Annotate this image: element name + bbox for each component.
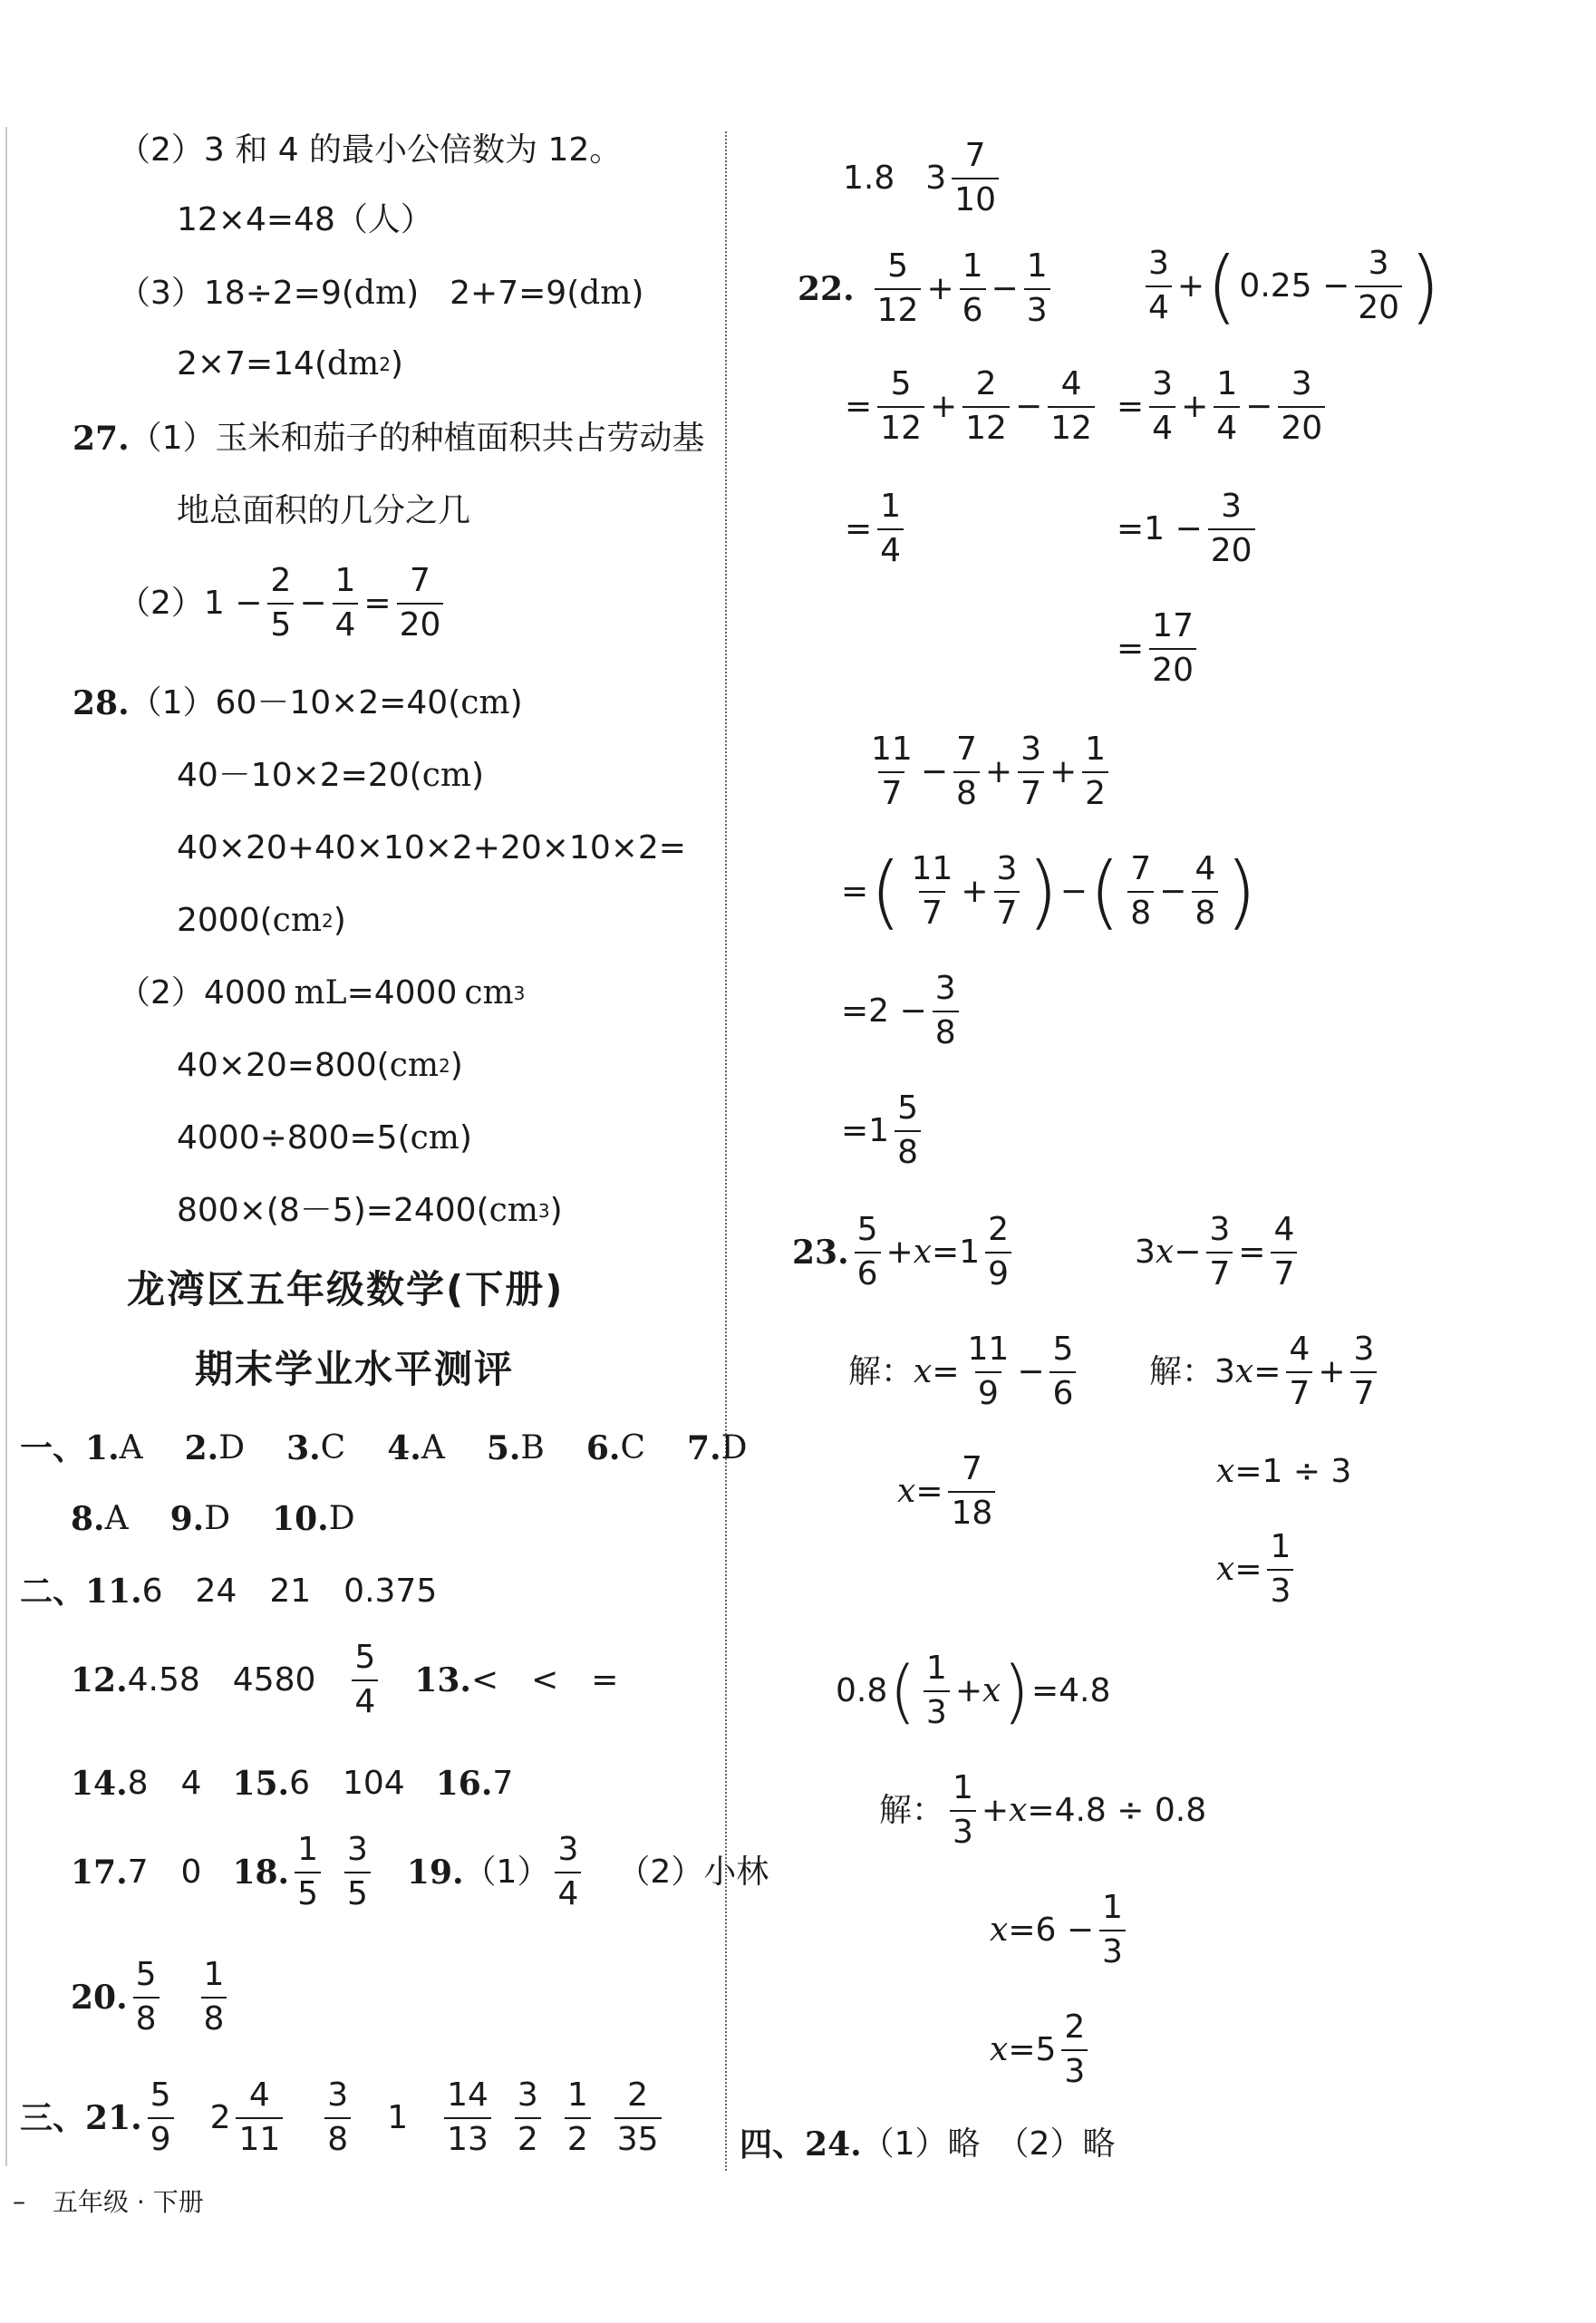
section1-row1: 一、 1. A 2. D 3. C 4. A 5. B 6. C 7. D (20, 1432, 788, 1465)
q28-part2-b: 40×20=800 ( cm 2 ) (177, 1047, 463, 1084)
q26-part3: （3） 18÷2=9 ( dm ) 2+7=9 ( dm ) (118, 275, 644, 312)
mc-answer-item (387, 1429, 445, 1467)
q26-part2: （2）3 和 4 的最小公倍数为 12。 (118, 131, 623, 169)
q22-b-line2: = $\frac{3}{4}$ + $\frac{1}{4}$ − $\frac{3}{20}$ (1117, 367, 1330, 447)
q28-part2-d: 800×(8－5)=2400 ( cm 3 ) (177, 1192, 563, 1229)
mc-answer-letter: D (218, 1429, 246, 1466)
q23-c-line1: 0.8 ( $\frac{1}{3}$ + x ) =4.8 (836, 1650, 1111, 1731)
q11-line: 二、 11. 6 24 21 0.375 (20, 1573, 438, 1611)
page-footer (13, 2183, 204, 2219)
q23-b-line2: 解： 3 x = $\frac{4}{7}$ + $\frac{3}{7}$ (1149, 1332, 1382, 1412)
mc-question-number: 6. (585, 1429, 621, 1467)
q23-a-line3: x = $\frac{7}{18}$ (897, 1452, 1001, 1532)
mc-answer-item (687, 1429, 748, 1467)
mc-question-number: 3. (286, 1429, 321, 1467)
mc-question-number: 7. (687, 1429, 721, 1467)
q27-part1-cont: 地总面积的几分之几 (177, 492, 471, 529)
r-top-answers: 1.8 3 $\frac{7}{10}$ (843, 139, 1004, 218)
q22-a-line3: = $\frac{1}{4}$ (845, 489, 909, 569)
q22-b-line3: =1 − $\frac{3}{20}$ (1117, 489, 1261, 569)
mc-question-number: 1. (85, 1429, 120, 1467)
q23-b-line3: x =1 ÷ 3 (1216, 1453, 1352, 1490)
q23-c-line4: x =5 $\frac{2}{3}$ (990, 2010, 1093, 2090)
q22-a-line2: = $\frac{5}{12}$ + $\frac{2}{12}$ − $\frac{4}{12}$ (845, 367, 1100, 447)
q26-area: 2×7=14 ( dm 2 ) (177, 345, 403, 382)
q27-part1: 27. （1）玉米和茄子的种植面积共占劳动基 (73, 420, 705, 458)
q20-line: 20. $\frac{5}{8}$ $\frac{1}{8}$ (71, 1958, 232, 2037)
q28-part1-d: 2000 ( cm 2 ) (177, 902, 346, 939)
mc-answer-letter: A (421, 1429, 445, 1466)
mc-answer-letter: A (104, 1500, 129, 1537)
q22-c-line1: $\frac{11}{7}$ − $\frac{7}{8}$ + $\frac{3}{7}$ + $\frac{1}{2}$ (863, 732, 1114, 812)
mc-answer-item (585, 1429, 646, 1467)
q22-a-line1: 22. $\frac{5}{12}$ + $\frac{1}{6}$ − $\frac{1}{3}$ (798, 249, 1056, 329)
q12-q13-line: 12. 4.58 4580 $\frac{5}{4}$ 13. < < = (71, 1639, 619, 1720)
footer-dash: – (13, 2185, 25, 2216)
mc-answer-item (184, 1429, 246, 1467)
q23-c-line3: x =6 − $\frac{1}{3}$ (990, 1891, 1131, 1970)
page-edge-line (5, 127, 7, 2166)
mc-answer-item (286, 1429, 346, 1467)
mc-question-number: 2. (184, 1429, 219, 1467)
mc-answer-item (486, 1429, 545, 1467)
mc-answer-letter: C (620, 1429, 646, 1466)
mc-question-number: 4. (387, 1429, 421, 1467)
q22-b-line1: $\frac{3}{4}$ + ( 0.25 − $\frac{3}{20}$ ) (1140, 247, 1442, 326)
q17-q19-line: 17. 7 0 18. $\frac{1}{5}$ $\frac{3}{5}$ 19. （1） $\frac{3}{4}$ （2）小林 (71, 1831, 769, 1912)
q24-line: 四、 24. （1）略 （2）略 (740, 2125, 1116, 2163)
q22-b-line4: = $\frac{17}{20}$ (1117, 609, 1202, 689)
q27-part2: （2） 1 − $\frac{2}{5}$ − $\frac{1}{4}$ = $\frac{7}{20}$ (118, 564, 449, 644)
q23-a-line1: 23. $\frac{5}{6}$ + x =1 $\frac{2}{9}$ (792, 1213, 1017, 1292)
mc-answer-letter: B (520, 1429, 545, 1466)
q26-calc: 12×4=48（人） (177, 201, 433, 238)
mc-answer-item (71, 1500, 129, 1538)
mc-answer-letter: D (204, 1500, 231, 1537)
mc-answer-letter: D (721, 1429, 748, 1466)
q23-a-line2: 解： x = $\frac{11}{9}$ − $\frac{5}{6}$ (848, 1332, 1081, 1412)
mc-answer-item (169, 1500, 231, 1538)
mc-question-number: 8. (71, 1500, 105, 1538)
q28-part2-c: 4000÷800=5 ( cm ) (177, 1119, 472, 1157)
mc-answers-row2 (71, 1500, 397, 1538)
q23-b-line4: x = $\frac{1}{3}$ (1216, 1530, 1299, 1610)
q28-part1-b: 40－10×2=20 ( cm ) (177, 757, 485, 794)
q22-c-line3: =2 − $\frac{3}{8}$ (841, 972, 964, 1051)
q28-part2-a: （2）4000 mL =4000 cm 3 (118, 974, 526, 1011)
q28-part1-a: 28. （1）60－10×2=40 ( cm ) (73, 684, 523, 722)
mc-question-number: 10. (272, 1500, 329, 1538)
mc-question-number: 5. (486, 1429, 521, 1467)
q14-q16-line: 14. 8 4 15. 6 104 16. 7 (71, 1765, 514, 1803)
q28-part1-c: 40×20+40×10×2+20×10×2= (177, 829, 686, 866)
mc-answer-item (85, 1429, 143, 1467)
q21-line: 三、 21. $\frac{5}{9}$ 2 $\frac{4}{11}$ $\frac{3}{8}$ 1 $\frac{14}{13}$ $\frac{3}{2}$ $\frac{1}{2}$ $\frac{2}{35}$ (20, 2078, 667, 2158)
q22-c-line4: =1 $\frac{5}{8}$ (841, 1091, 926, 1171)
mc-answer-letter: A (119, 1429, 143, 1466)
mc-answer-item (272, 1500, 355, 1538)
mc-question-number: 9. (169, 1500, 205, 1538)
mc-answer-letter: D (328, 1500, 355, 1537)
mc-answer-letter: C (320, 1429, 346, 1466)
section1-row2 (71, 1500, 397, 1538)
exam-title: 龙湾区五年级数学(下册) (127, 1267, 565, 1312)
exam-subtitle: 期末学业水平测评 (195, 1347, 515, 1391)
footer-grade: 五年级 · 下册 (53, 2187, 204, 2217)
mc-answers-row1 (85, 1429, 788, 1467)
q22-c-line2: = ( $\frac{11}{7}$ + $\frac{3}{7}$ ) − ( $\frac{7}{8}$ − $\frac{4}{8}$ ) (841, 845, 1257, 938)
q23-b-line1: 3 x − $\frac{3}{7}$ = $\frac{4}{7}$ (1135, 1213, 1302, 1292)
q23-c-line2: 解： $\frac{1}{3}$ + x =4.8 ÷ 0.8 (879, 1769, 1207, 1851)
